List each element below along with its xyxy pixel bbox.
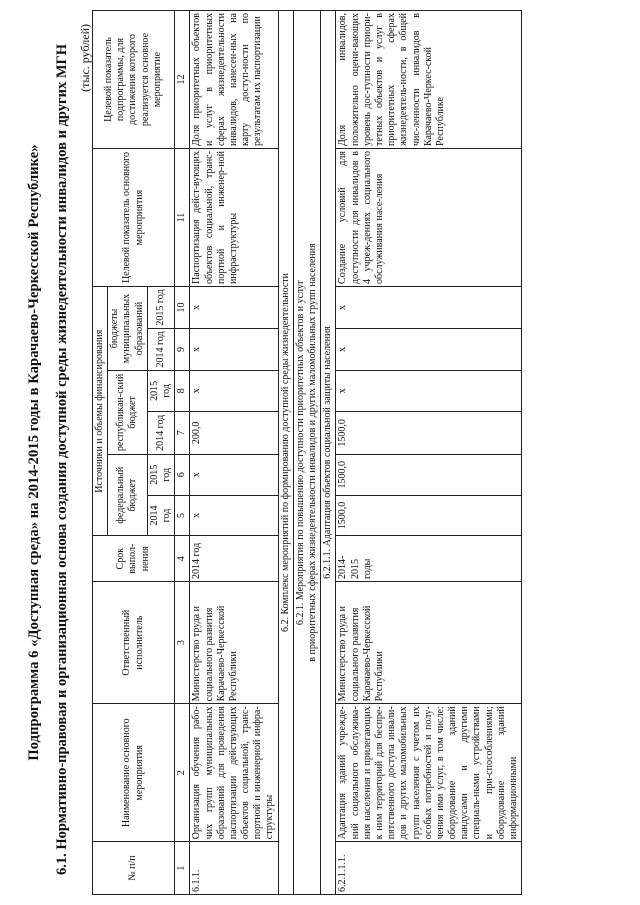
header-sources: Источники и объемы финансирования: [93, 286, 108, 535]
document-subtitle: 6.1. Нормативно-правовая и организационная основа создания доступной среды жизнедеятельности инвалидов и других МГН: [54, 43, 70, 875]
col-number: 2: [175, 704, 190, 842]
row1-rep-2015: х: [190, 370, 278, 411]
header-indicator: Целевой показатель основного мероприятия: [93, 149, 175, 287]
row2-rep-2015: х: [336, 370, 522, 411]
rotated-content: [20, 10, 620, 895]
row2-fed-2015: 1500,0: [336, 454, 522, 495]
row1-fed-2015: х: [190, 454, 278, 495]
row1-num: 6.1.1.: [190, 842, 278, 895]
header-municipal: бюджеты муниципальных образований: [108, 286, 148, 370]
row2-fed-2014: 1500,0: [336, 495, 522, 536]
row2-num: 6.2.1.1.1.: [336, 842, 522, 895]
table-row: [336, 11, 522, 895]
section-row: [321, 11, 336, 895]
col-number: 9: [175, 328, 190, 370]
col-number: 11: [175, 149, 190, 287]
header-num: № п/п: [93, 842, 175, 895]
section-6-2-1: [293, 11, 320, 895]
header-rep-2014: 2014 год: [147, 411, 174, 454]
col-number: 6: [175, 454, 190, 495]
row1-mun-2014: х: [190, 328, 278, 370]
measures-table: [92, 10, 522, 895]
row1-indicator: Паспортизация дейст-вующих объектов социальной, транс-портной и инженер-ной инфраструктуры: [190, 149, 278, 287]
row2-mun-2014: х: [336, 328, 522, 370]
header-term: Срок выпол-нения: [93, 536, 175, 582]
unit-label: (тыс. рублей): [78, 24, 92, 92]
col-number: 1: [175, 842, 190, 895]
header-name: Наименование основного мероприятия: [93, 704, 175, 842]
col-number: 10: [175, 286, 190, 328]
row1-term: 2014 год: [190, 536, 278, 582]
header-mun-2014: 2014 год: [147, 328, 174, 370]
column-number-row: [175, 11, 190, 895]
section-6-2-1-line2: в приоритетных сферах жизнедеятельности инвалидов и других маломобильных групп населения: [307, 243, 318, 662]
row2-name: Адаптация зданий учрежде-ний социального обслужива-ния населения и прилегающих к ним территорий для беспре-пятственного доступа инвали-дов и других маломобильных групп населения с учетом их особых потребностей и полу-чения ими услуг, в том числе: оборудование зданий пандусами и другими специаль-ными устройствами и при-способлениями; оборудование зданий информационными: [336, 704, 522, 842]
header-row-1: [93, 11, 108, 895]
section-row: [293, 11, 320, 895]
row2-target: Доля инвалидов, положительно оцени-вающих уровень дос-тупности приори-тетных объектов и услуг в приоритетных сферах жизнедеятель-ности, в общей чис-ленности инвалидов в Карачаево-Черкес-ской Республике: [336, 11, 522, 149]
section-6-2-1-1: 6.2.1.1. Адаптация объектов социальной защиты населения: [321, 11, 336, 895]
col-number: 3: [175, 581, 190, 703]
header-fed-2015: 2015 год: [147, 454, 174, 495]
header-fed-2014: 2014 год: [147, 495, 174, 536]
row1-executor: Министерство труда и социального развития Карачаево-Черкесской Республики: [190, 581, 278, 703]
header-mun-2015: 2015 год: [147, 286, 174, 328]
row1-target: Доля приоритетных объектов и услуг в приоритетных сферах жизнедеятельности инвалидов, нанесен-ных на карту доступ-ности по результатам их паспортизации: [190, 11, 278, 149]
col-number: 5: [175, 495, 190, 536]
row2-indicator: Создание условий для доступности для инвалидов в 4 учреж-дениях социального обслуживания насе-ления: [336, 149, 522, 287]
row2-mun-2015: х: [336, 286, 522, 328]
section-6-2-1-line1: 6.2.1. Мероприятия по повышению доступности приоритетных объектов и услуг: [294, 279, 306, 626]
section-6-2: 6.2. Комплекс мероприятий по формированию доступной среды жизнедеятельности: [278, 11, 293, 895]
header-executor: Ответственный исполнитель: [93, 581, 175, 703]
header-rep-2015: 2015 год: [147, 370, 174, 411]
row2-executor: Министерство труда и социального развития Карачаево-Черкесской Республики: [336, 581, 522, 703]
section-row: [278, 11, 293, 895]
row2-rep-2014: 1500,0: [336, 411, 522, 454]
row1-name: Организация обучения рабо-чих групп муниципальных образований для проведения паспортизации действующих объектов социальной, транс-портной и инженерной инфра-структуры: [190, 704, 278, 842]
col-number: 7: [175, 411, 190, 454]
header-republic: республикан-ский бюджет: [108, 370, 148, 454]
row1-mun-2015: х: [190, 286, 278, 328]
col-number: 12: [175, 11, 190, 149]
col-number: 8: [175, 370, 190, 411]
table-row: [190, 11, 278, 895]
row1-fed-2014: х: [190, 495, 278, 536]
header-federal: федеральный бюджет: [108, 454, 148, 536]
row1-rep-2014: 200,0: [190, 411, 278, 454]
col-number: 4: [175, 536, 190, 582]
document-title: Подпрограмма 6 «Доступная среда» на 2014-2015 годы в Карачаево-Черкесской Республике»: [26, 144, 42, 761]
row2-term: 2014-2015 годы: [336, 536, 522, 582]
header-target: Целевой показатель подпрограммы, для достижения которого реализуется основное мероприятие: [93, 11, 175, 149]
